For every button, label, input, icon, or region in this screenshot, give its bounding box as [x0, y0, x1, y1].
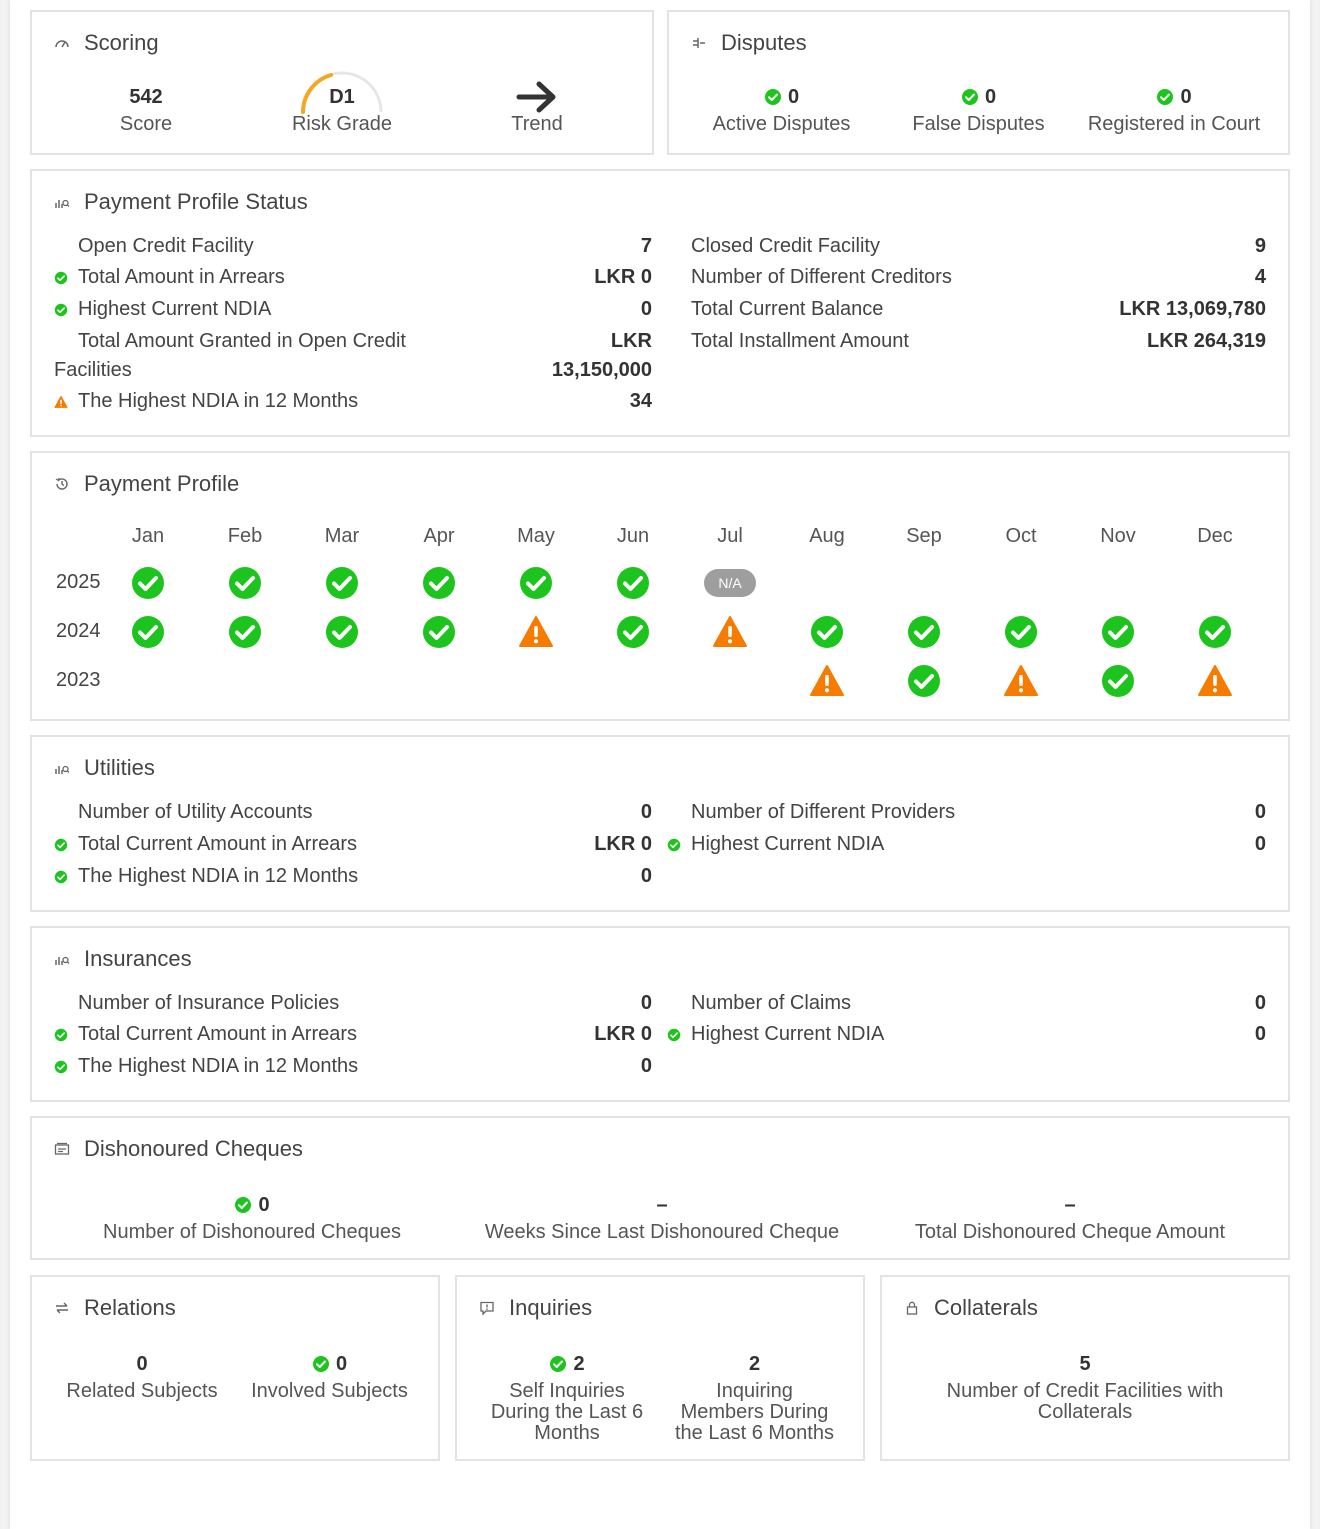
utility-ndia-row: Highest Current NDIA — [667, 833, 884, 856]
check-circle-icon — [54, 1060, 68, 1074]
month-header-apr: Apr — [423, 525, 455, 547]
inquiries-card — [455, 1275, 865, 1461]
scoring-card — [30, 10, 654, 155]
balance-row: Total Current Balance — [691, 298, 884, 320]
month-header-jan: Jan — [131, 525, 165, 547]
cheques-card — [30, 1116, 1290, 1260]
cheque-amount-stat — [892, 1190, 1248, 1243]
risk-grade-stat — [272, 82, 412, 135]
weeks-since-value: – — [656, 1193, 668, 1216]
dishonoured-count-value: 0 — [258, 1193, 270, 1216]
providers-value: 0 — [1254, 801, 1266, 823]
month-header-jul: Jul — [717, 525, 743, 547]
trend-label: Trend — [511, 113, 563, 135]
related-subjects-stat — [52, 1349, 232, 1402]
weeks-since-stat — [472, 1190, 852, 1243]
court-disputes-label: Registered in Court — [1087, 113, 1261, 135]
check-circle-icon — [227, 565, 263, 601]
year-label-2024: 2024 — [56, 620, 101, 642]
policies-value: 0 — [640, 992, 652, 1014]
self-inquiries-stat: 2 Self Inquiries During the Last 6 Months — [490, 1352, 644, 1444]
arrow-right-icon — [515, 80, 559, 114]
swap-arrows-icon — [54, 1300, 70, 1316]
month-header-may: May — [517, 525, 555, 547]
utility-accounts-row: Number of Utility Accounts — [78, 801, 313, 823]
month-header-feb: Feb — [227, 525, 263, 547]
open-credit-row: Open Credit Facility — [78, 235, 254, 257]
cheque-icon — [54, 1141, 70, 1157]
insurance-ndia-12m-value: 0 — [640, 1055, 652, 1077]
utility-arrears-row: Total Current Amount in Arrears — [54, 833, 357, 856]
involved-subjects-value: 0 — [335, 1352, 348, 1375]
insurance-ndia-row: Highest Current NDIA — [667, 1023, 884, 1046]
insurances-card — [30, 926, 1290, 1102]
chat-alert-icon — [479, 1300, 495, 1316]
dishonoured-count-stat — [72, 1190, 432, 1243]
active-disputes-label: Active Disputes — [712, 113, 851, 135]
payment-status-title: Payment Profile Status — [84, 189, 308, 214]
utility-ndia-12m-row: The Highest NDIA in 12 Months — [54, 865, 358, 888]
month-header-nov: Nov — [1100, 525, 1136, 547]
involved-subjects-label: Involved Subjects — [251, 1380, 408, 1402]
utility-arrears-value: LKR 0 — [594, 833, 652, 855]
warning-icon — [54, 395, 68, 409]
cheque-amount-label: Total Dishonoured Cheque Amount — [914, 1221, 1226, 1243]
check-circle-icon — [615, 614, 651, 650]
scoring-title: Scoring — [84, 30, 159, 55]
chart-search-icon — [54, 194, 70, 210]
granted-value-currency: LKR — [610, 330, 652, 352]
installment-value: LKR 264,319 — [1147, 330, 1266, 352]
related-subjects-label: Related Subjects — [66, 1380, 218, 1402]
payment-status-card — [30, 169, 1290, 437]
claims-row: Number of Claims — [691, 992, 852, 1014]
check-circle-icon — [809, 614, 845, 650]
check-circle-icon — [324, 614, 360, 650]
month-header-sep: Sep — [906, 525, 942, 547]
cheque-amount-value: – — [1064, 1193, 1076, 1216]
installment-row: Total Installment Amount — [691, 330, 909, 352]
relations-card — [30, 1275, 440, 1461]
collaterals-title: Collaterals — [934, 1295, 1038, 1320]
involved-subjects-stat — [237, 1349, 422, 1402]
check-circle-icon — [906, 663, 942, 699]
arrears-value: LKR 0 — [594, 266, 652, 288]
insurance-arrears-row: Total Current Amount in Arrears — [54, 1023, 357, 1046]
member-inquiries-stat: 2 Inquiring Members During the Last 6 Months — [662, 1349, 847, 1444]
active-disputes-value: 0 — [787, 85, 800, 108]
check-circle-icon — [54, 303, 68, 317]
check-circle-icon — [518, 565, 554, 601]
month-header-mar: Mar — [324, 525, 360, 547]
utilities-card — [30, 735, 1290, 912]
relations-title: Relations — [84, 1295, 176, 1320]
closed-credit-row: Closed Credit Facility — [691, 235, 880, 257]
check-circle-icon — [421, 614, 457, 650]
active-disputes-stat — [689, 82, 874, 135]
closed-credit-value: 9 — [1254, 235, 1266, 257]
warning-icon — [809, 663, 845, 699]
status-na-badge: N/A — [704, 569, 756, 597]
check-circle-icon — [1003, 614, 1039, 650]
disputes-card — [667, 10, 1290, 155]
granted-row: Total Amount Granted in Open Credit — [78, 330, 406, 352]
month-header-dec: Dec — [1197, 525, 1233, 547]
self-inquiries-value: 2 — [573, 1352, 585, 1375]
check-circle-icon — [54, 271, 68, 285]
highest-ndia-value: 0 — [640, 298, 652, 320]
check-circle-icon — [667, 838, 681, 852]
arrears-row: Total Amount in Arrears — [54, 266, 285, 289]
open-credit-value: 7 — [640, 235, 652, 257]
dishonoured-count-label: Number of Dishonoured Cheques — [103, 1221, 401, 1243]
balance-value: LKR 13,069,780 — [1119, 298, 1266, 320]
policies-row: Number of Insurance Policies — [78, 992, 340, 1014]
insurance-arrears-value: LKR 0 — [594, 1023, 652, 1045]
check-circle-icon — [421, 565, 457, 601]
check-circle-icon — [1100, 663, 1136, 699]
court-disputes-stat — [1069, 82, 1279, 135]
lock-icon — [904, 1300, 920, 1316]
month-header-aug: Aug — [809, 525, 845, 547]
claims-value: 0 — [1254, 992, 1266, 1014]
creditors-value: 4 — [1254, 266, 1266, 288]
payment-profile-card — [30, 451, 1290, 721]
check-circle-icon — [1100, 614, 1136, 650]
history-icon — [54, 476, 70, 492]
check-circle-icon — [227, 614, 263, 650]
court-disputes-value: 0 — [1180, 85, 1192, 108]
warning-icon — [1003, 663, 1039, 699]
check-circle-icon — [234, 1196, 252, 1214]
check-circle-icon — [130, 614, 166, 650]
providers-row: Number of Different Providers — [691, 801, 956, 823]
granted-value-amount: 13,150,000 — [551, 359, 652, 381]
check-circle-icon — [324, 565, 360, 601]
warning-icon — [1197, 663, 1233, 699]
member-inquiries-value: 2 — [748, 1352, 761, 1375]
granted-row-cont: Facilities — [54, 359, 132, 381]
utility-ndia-12m-value: 0 — [640, 865, 652, 887]
score-stat — [86, 82, 206, 135]
collateral-facilities-value: 5 — [1079, 1352, 1091, 1375]
check-circle-icon — [549, 1355, 567, 1373]
cheques-title: Dishonoured Cheques — [84, 1136, 303, 1161]
check-circle-icon — [312, 1355, 330, 1373]
insurance-ndia-12m-row: The Highest NDIA in 12 Months — [54, 1055, 358, 1078]
false-disputes-value: 0 — [984, 85, 997, 108]
inquiries-title: Inquiries — [509, 1295, 593, 1320]
disputes-icon — [691, 35, 707, 51]
weeks-since-label: Weeks Since Last Dishonoured Cheque — [484, 1221, 840, 1243]
utility-accounts-value: 0 — [640, 801, 652, 823]
collaterals-card — [880, 1275, 1290, 1461]
score-value: 542 — [129, 85, 163, 108]
false-disputes-label: False Disputes — [912, 113, 1045, 135]
highest-ndia-row: Highest Current NDIA — [54, 298, 271, 321]
check-circle-icon — [54, 1028, 68, 1042]
check-circle-icon — [961, 88, 979, 106]
chart-search-icon — [54, 760, 70, 776]
utilities-title: Utilities — [84, 755, 155, 780]
check-circle-icon — [615, 565, 651, 601]
check-circle-icon — [54, 870, 68, 884]
highest-ndia-12m-value: 34 — [629, 390, 652, 412]
false-disputes-stat — [886, 82, 1071, 135]
gauge-icon — [54, 35, 70, 51]
check-circle-icon — [1197, 614, 1233, 650]
insurance-ndia-value: 0 — [1254, 1023, 1266, 1045]
risk-grade-value: D1 — [329, 85, 355, 108]
warning-icon — [712, 614, 748, 650]
year-label-2023: 2023 — [56, 669, 101, 691]
payment-profile-title: Payment Profile — [84, 471, 240, 496]
related-subjects-value: 0 — [136, 1352, 148, 1375]
check-circle-icon — [667, 1028, 681, 1042]
check-circle-icon — [54, 838, 68, 852]
warning-icon — [518, 614, 554, 650]
check-circle-icon — [130, 565, 166, 601]
check-circle-icon — [764, 88, 782, 106]
report-page — [10, 0, 1310, 1529]
score-label: Score — [119, 113, 173, 135]
disputes-title: Disputes — [721, 30, 807, 55]
highest-ndia-12m-row: The Highest NDIA in 12 Months — [54, 390, 358, 413]
check-circle-icon — [1156, 88, 1174, 106]
risk-grade-label: Risk Grade — [291, 113, 393, 135]
chart-search-icon — [54, 951, 70, 967]
collateral-facilities-stat: 5 Number of Credit Facilities with Collaterals — [902, 1349, 1268, 1423]
insurances-title: Insurances — [84, 946, 192, 971]
trend-stat — [477, 82, 597, 135]
year-label-2025: 2025 — [56, 571, 101, 593]
creditors-row: Number of Different Creditors — [691, 266, 952, 288]
month-header-jun: Jun — [616, 525, 650, 547]
check-circle-icon — [906, 614, 942, 650]
utility-ndia-value: 0 — [1254, 833, 1266, 855]
month-header-oct: Oct — [1005, 525, 1037, 547]
